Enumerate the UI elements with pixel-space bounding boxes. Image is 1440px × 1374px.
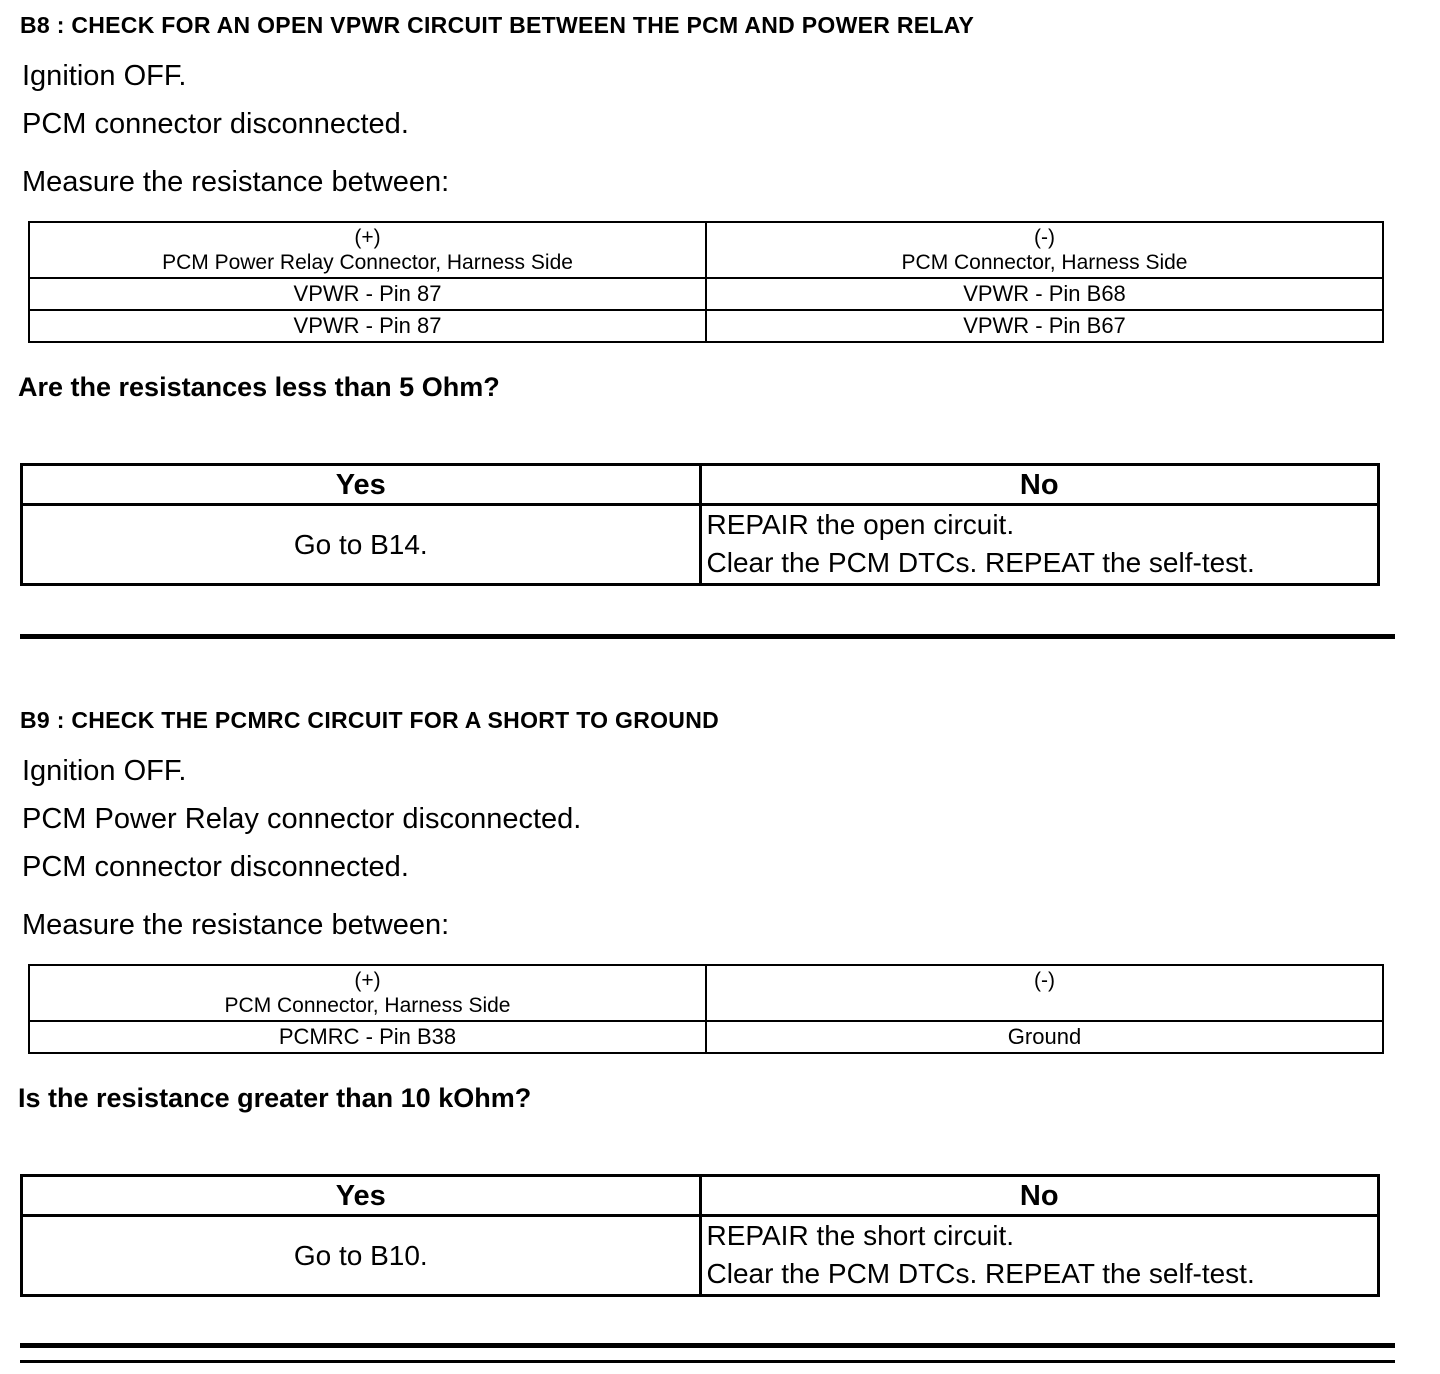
polarity-sign: (-) bbox=[1034, 226, 1055, 249]
section-b9 bbox=[0, 707, 1440, 1297]
bottom-rule-thin bbox=[20, 1360, 1395, 1363]
polarity-sign: (+) bbox=[354, 226, 381, 249]
measurement-table bbox=[28, 964, 1384, 1054]
no-action-line: Clear the PCM DTCs. REPEAT the self-test. bbox=[706, 1258, 1255, 1289]
section-b8-title: B8 : CHECK FOR AN OPEN VPWR CIRCUIT BETWEEN THE PCM AND POWER RELAY bbox=[20, 12, 975, 38]
decision-table bbox=[20, 463, 1380, 586]
no-action bbox=[700, 1216, 1379, 1296]
connector-label: PCM Connector, Harness Side bbox=[901, 251, 1188, 274]
step-text: Measure the resistance between: bbox=[22, 909, 450, 941]
step-text: Ignition OFF. bbox=[22, 755, 187, 787]
connector-label: PCM Connector, Harness Side bbox=[224, 994, 511, 1017]
pin-cell: VPWR - Pin 87 bbox=[29, 310, 706, 342]
pin-cell: Ground bbox=[706, 1021, 1383, 1053]
no-action-line: REPAIR the short circuit. bbox=[706, 1220, 1015, 1251]
measurement-header-positive bbox=[29, 222, 706, 278]
section-b8 bbox=[0, 12, 1440, 586]
step-text: PCM connector disconnected. bbox=[22, 851, 409, 883]
pin-cell: VPWR - Pin 87 bbox=[29, 278, 706, 310]
step-text: Ignition OFF. bbox=[22, 60, 187, 92]
step-text: Measure the resistance between: bbox=[22, 166, 450, 198]
page-bottom-rules bbox=[0, 1343, 1440, 1363]
measurement-row bbox=[29, 310, 1383, 342]
measurement-header-negative bbox=[706, 222, 1383, 278]
yes-action: Go to B10. bbox=[22, 1216, 701, 1296]
connector-label: PCM Power Relay Connector, Harness Side bbox=[162, 251, 573, 274]
no-action-line: REPAIR the open circuit. bbox=[706, 509, 1015, 540]
measurement-header-negative bbox=[706, 965, 1383, 1021]
pin-cell: PCMRC - Pin B38 bbox=[29, 1021, 706, 1053]
decision-header-row bbox=[22, 1176, 1379, 1216]
bottom-rule-thick bbox=[20, 1343, 1395, 1348]
measurement-table-header-row bbox=[29, 965, 1383, 1021]
measurement-table bbox=[28, 221, 1384, 343]
decision-action-row bbox=[22, 505, 1379, 585]
section-b9-title: B9 : CHECK THE PCMRC CIRCUIT FOR A SHORT TO GROUND bbox=[20, 707, 720, 733]
measurement-table-header-row bbox=[29, 222, 1383, 278]
section-divider bbox=[20, 634, 1395, 639]
pin-cell: VPWR - Pin B67 bbox=[706, 310, 1383, 342]
yes-header: Yes bbox=[22, 1176, 701, 1216]
no-header: No bbox=[700, 1176, 1379, 1216]
yes-header: Yes bbox=[22, 465, 701, 505]
measurement-row bbox=[29, 278, 1383, 310]
decision-action-row bbox=[22, 1216, 1379, 1296]
yes-action: Go to B14. bbox=[22, 505, 701, 585]
step-text: PCM connector disconnected. bbox=[22, 108, 409, 140]
polarity-sign: (-) bbox=[1034, 969, 1055, 992]
measurement-row bbox=[29, 1021, 1383, 1053]
no-action-line: Clear the PCM DTCs. REPEAT the self-test. bbox=[706, 547, 1255, 578]
decision-table bbox=[20, 1174, 1380, 1297]
no-header: No bbox=[700, 465, 1379, 505]
test-question: Is the resistance greater than 10 kOhm? bbox=[18, 1083, 532, 1113]
measurement-header-positive bbox=[29, 965, 706, 1021]
polarity-sign: (+) bbox=[354, 969, 381, 992]
no-action bbox=[700, 505, 1379, 585]
decision-header-row bbox=[22, 465, 1379, 505]
step-text: PCM Power Relay connector disconnected. bbox=[22, 803, 582, 835]
pin-cell: VPWR - Pin B68 bbox=[706, 278, 1383, 310]
test-question: Are the resistances less than 5 Ohm? bbox=[18, 372, 500, 402]
